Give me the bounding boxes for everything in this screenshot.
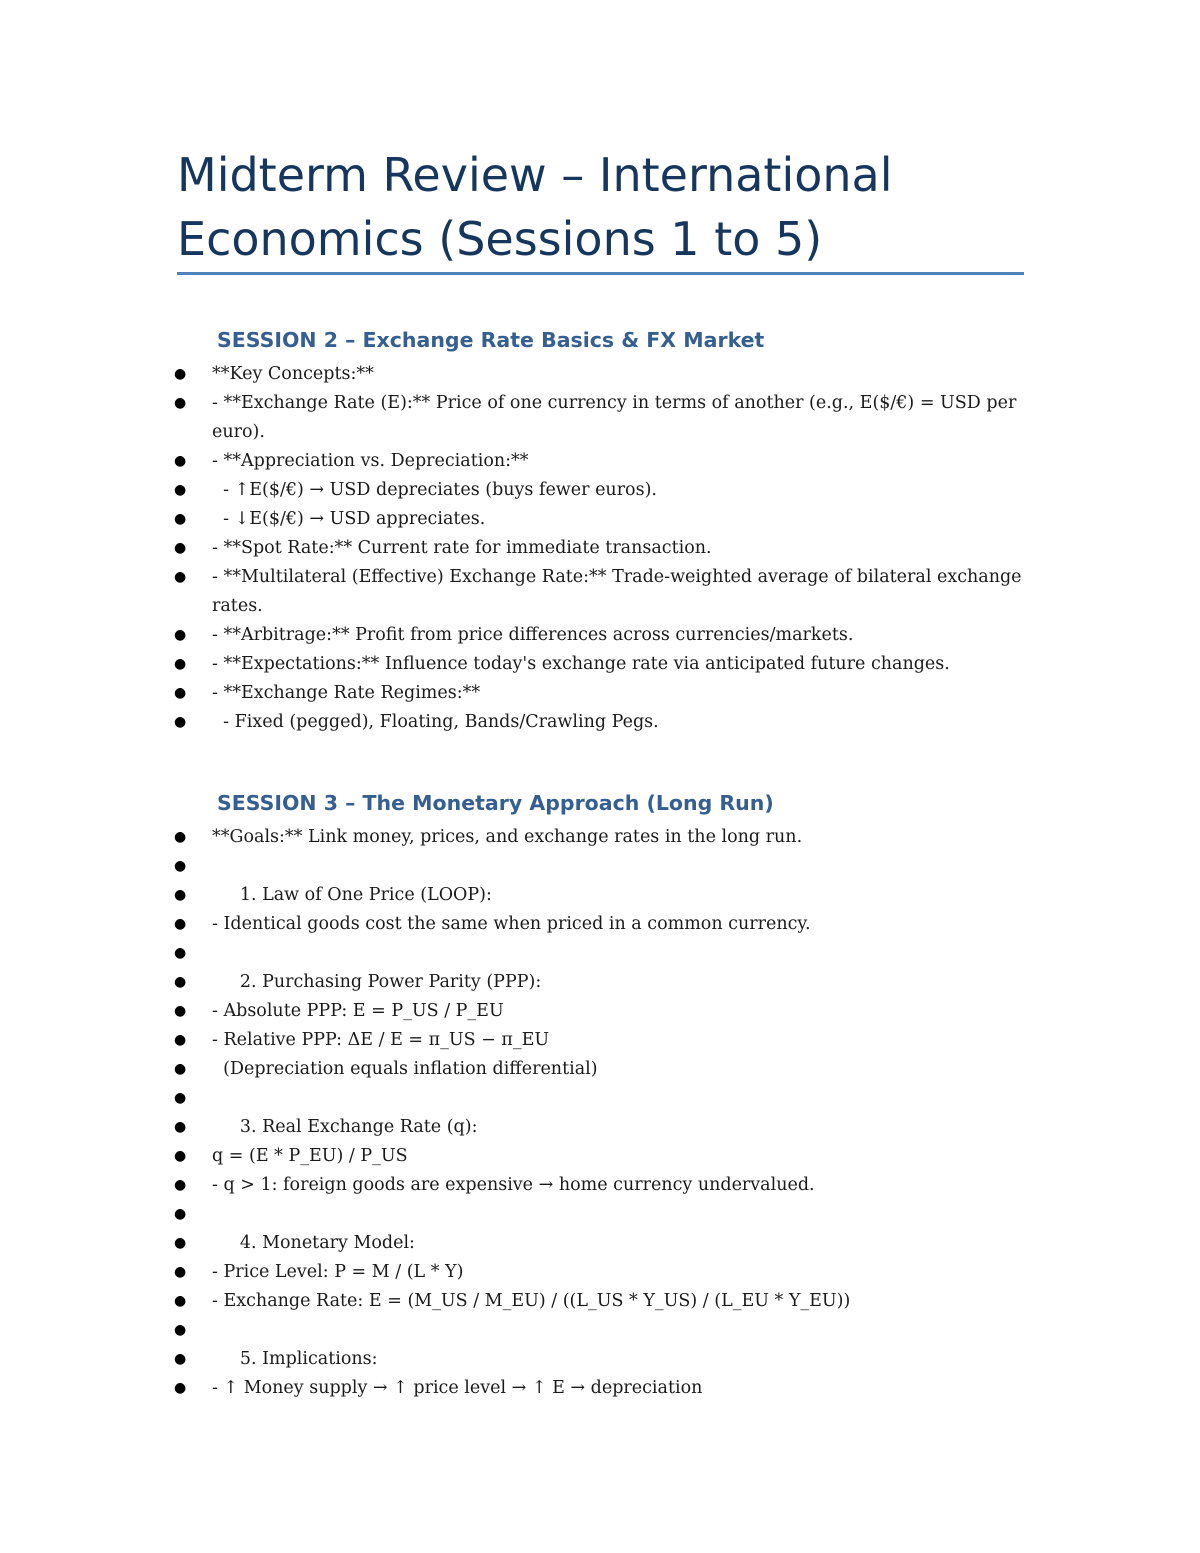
- list-item-text: - **Expectations:** Influence today's exchange rate via anticipated future changes.: [212, 654, 950, 674]
- list-item: [0, 650, 1200, 679]
- bullet-icon: ●: [174, 1264, 187, 1280]
- bullet-icon: ●: [174, 1206, 187, 1222]
- list-item-text: - Relative PPP: ΔE / E = π_US − π_EU: [212, 1030, 550, 1050]
- list-item: [0, 1200, 1200, 1229]
- bullet-icon: ●: [174, 366, 187, 382]
- bullet-icon: ●: [174, 887, 187, 903]
- list-item: [0, 505, 1200, 534]
- bullet-icon: ●: [174, 1235, 187, 1251]
- session-2-bullet-list: [0, 360, 1200, 737]
- list-item-text: 1. Law of One Price (LOOP):: [212, 885, 492, 905]
- list-item-text: - Fixed (pegged), Floating, Bands/Crawling Pegs.: [212, 712, 659, 732]
- list-item-text: - **Exchange Rate (E):** Price of one currency in terms of another (e.g., E($/€) = USD per euro).: [212, 393, 1022, 442]
- list-item-text: - q > 1: foreign goods are expensive → home currency undervalued.: [212, 1175, 815, 1195]
- list-item: [0, 1258, 1200, 1287]
- list-item: [0, 534, 1200, 563]
- list-item-text: - Identical goods cost the same when priced in a common currency.: [212, 914, 811, 934]
- list-item: [0, 939, 1200, 968]
- bullet-icon: ●: [174, 540, 187, 556]
- list-item-text: 5. Implications:: [212, 1349, 378, 1369]
- list-item-text: 2. Purchasing Power Parity (PPP):: [212, 972, 542, 992]
- list-item-text: (Depreciation equals inflation differential): [212, 1059, 598, 1079]
- session-3-bullet-list: [0, 823, 1200, 1403]
- bullet-icon: ●: [174, 1090, 187, 1106]
- list-item-text: - ↑E($/€) → USD depreciates (buys fewer euros).: [212, 480, 657, 500]
- bullet-icon: ●: [174, 395, 187, 411]
- list-item: [0, 823, 1200, 852]
- list-item-text: - **Appreciation vs. Depreciation:**: [212, 451, 529, 471]
- list-item: [0, 1113, 1200, 1142]
- list-item-text: q = (E * P_EU) / P_US: [212, 1146, 408, 1166]
- list-item: [0, 1316, 1200, 1345]
- list-item: [0, 621, 1200, 650]
- list-item: [0, 1171, 1200, 1200]
- bullet-icon: ●: [174, 569, 187, 585]
- list-item-text: - **Arbitrage:** Profit from price differences across currencies/markets.: [212, 625, 854, 645]
- list-item-text: - **Multilateral (Effective) Exchange Rate:** Trade-weighted average of bilateral exchange rates.: [212, 567, 1028, 616]
- list-item: [0, 360, 1200, 389]
- bullet-icon: ●: [174, 1351, 187, 1367]
- title-underline: [177, 272, 1024, 275]
- list-item: [0, 1084, 1200, 1113]
- bullet-icon: ●: [174, 858, 187, 874]
- bullet-icon: ●: [174, 1322, 187, 1338]
- bullet-icon: ●: [174, 714, 187, 730]
- list-item-text: - Absolute PPP: E = P_US / P_EU: [212, 1001, 504, 1021]
- bullet-icon: ●: [174, 511, 187, 527]
- list-item: [0, 679, 1200, 708]
- list-item-text: - **Exchange Rate Regimes:**: [212, 683, 481, 703]
- list-item: [0, 910, 1200, 939]
- list-item: [0, 852, 1200, 881]
- list-item: [0, 1287, 1200, 1316]
- bullet-icon: ●: [174, 1061, 187, 1077]
- bullet-icon: ●: [174, 1380, 187, 1396]
- document-title: Midterm Review – International Economics (Sessions 1 to 5): [177, 148, 893, 266]
- list-item: [0, 1229, 1200, 1258]
- bullet-icon: ●: [174, 1032, 187, 1048]
- list-item: [0, 968, 1200, 997]
- list-item: [0, 708, 1200, 737]
- bullet-icon: ●: [174, 916, 187, 932]
- list-item-text: - ↑ Money supply → ↑ price level → ↑ E → depreciation: [212, 1378, 703, 1398]
- bullet-icon: ●: [174, 627, 187, 643]
- list-item-text: **Goals:** Link money, prices, and exchange rates in the long run.: [212, 827, 803, 847]
- list-item: [0, 563, 1200, 621]
- list-item-text: - ↓E($/€) → USD appreciates.: [212, 509, 486, 529]
- list-item: [0, 1142, 1200, 1171]
- bullet-icon: ●: [174, 829, 187, 845]
- list-item: [0, 1055, 1200, 1084]
- bullet-icon: ●: [174, 656, 187, 672]
- list-item: [0, 447, 1200, 476]
- list-item: [0, 1374, 1200, 1403]
- bullet-icon: ●: [174, 1177, 187, 1193]
- list-item-text: - **Spot Rate:** Current rate for immediate transaction.: [212, 538, 712, 558]
- list-item: [0, 1345, 1200, 1374]
- section-heading-session-3: SESSION 3 – The Monetary Approach (Long Run): [217, 791, 774, 815]
- list-item-text: **Key Concepts:**: [212, 364, 374, 384]
- section-heading-session-2: SESSION 2 – Exchange Rate Basics & FX Market: [217, 328, 765, 352]
- bullet-icon: ●: [174, 945, 187, 961]
- bullet-icon: ●: [174, 1148, 187, 1164]
- list-item: [0, 389, 1200, 447]
- list-item: [0, 997, 1200, 1026]
- list-item-text: - Price Level: P = M / (L * Y): [212, 1262, 464, 1282]
- list-item: [0, 476, 1200, 505]
- bullet-icon: ●: [174, 974, 187, 990]
- bullet-icon: ●: [174, 453, 187, 469]
- list-item-text: 4. Monetary Model:: [212, 1233, 415, 1253]
- list-item: [0, 1026, 1200, 1055]
- bullet-icon: ●: [174, 1293, 187, 1309]
- bullet-icon: ●: [174, 1119, 187, 1135]
- list-item-text: - Exchange Rate: E = (M_US / M_EU) / ((L_US * Y_US) / (L_EU * Y_EU)): [212, 1291, 851, 1311]
- list-item: [0, 881, 1200, 910]
- list-item-text: 3. Real Exchange Rate (q):: [212, 1117, 478, 1137]
- bullet-icon: ●: [174, 482, 187, 498]
- bullet-icon: ●: [174, 1003, 187, 1019]
- bullet-icon: ●: [174, 685, 187, 701]
